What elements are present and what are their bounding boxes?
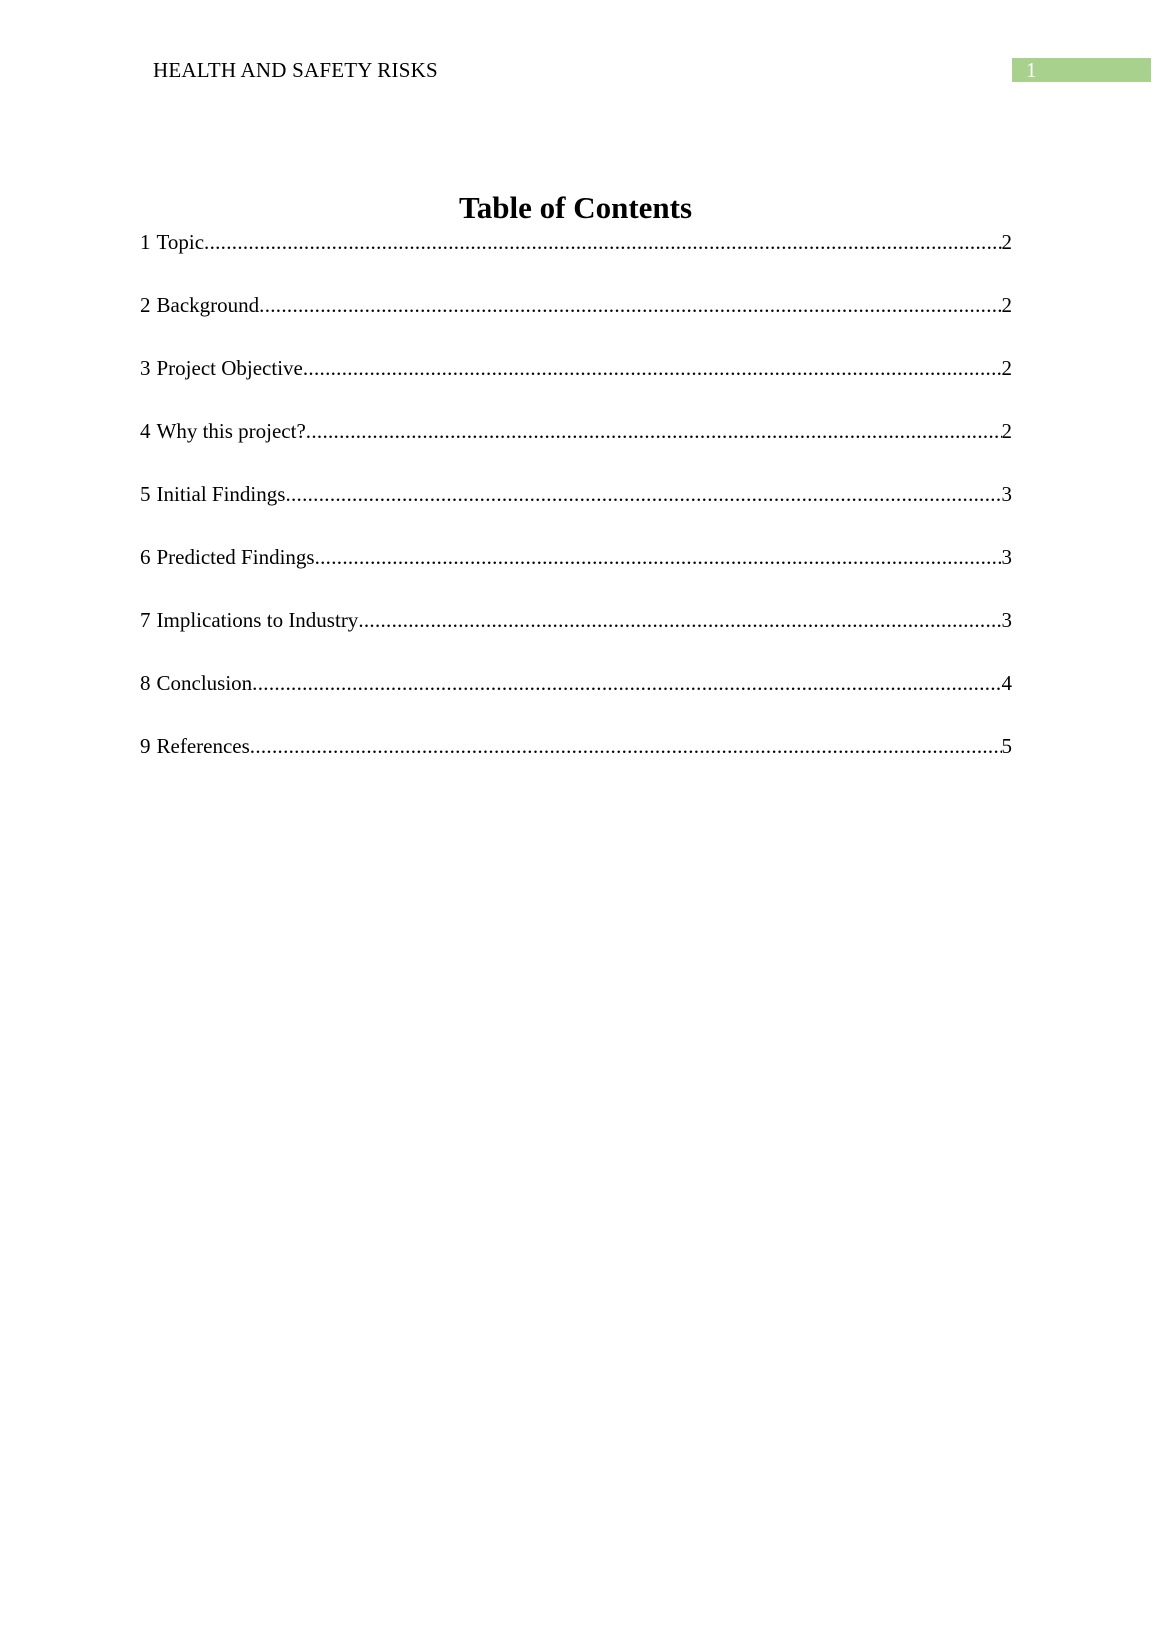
toc-entry-page: 4 <box>1001 671 1012 695</box>
toc-entry-page: 2 <box>1001 293 1012 317</box>
toc-entry-number: 5 <box>140 482 151 506</box>
toc-entry-number: 8 <box>140 671 151 695</box>
toc-list <box>140 227 1012 794</box>
toc-entry-number: 1 <box>140 230 151 254</box>
running-header-title: HEALTH AND SAFETY RISKS <box>153 58 438 82</box>
toc-entry-label: Conclusion <box>156 671 253 695</box>
toc-entry-number: 9 <box>140 734 151 758</box>
toc-entry-page: 2 <box>1001 419 1012 443</box>
toc-entry-number: 3 <box>140 356 151 380</box>
toc-entry-topic[interactable] <box>140 227 1012 257</box>
toc-entry-implications-to-industry[interactable] <box>140 605 1012 635</box>
toc-entry-page: 5 <box>1001 734 1012 758</box>
toc-entry-why-this-project[interactable] <box>140 416 1012 446</box>
toc-entry-label: Topic <box>156 230 205 254</box>
toc-title: Table of Contents <box>458 190 693 225</box>
toc-entry-predicted-findings[interactable] <box>140 542 1012 572</box>
toc-entry-label: Project Objective <box>156 356 303 380</box>
page-number-box <box>1012 58 1151 82</box>
toc-entry-label: Background <box>156 293 260 317</box>
toc-entry-page: 3 <box>1001 608 1012 632</box>
toc-entry-number: 2 <box>140 293 151 317</box>
toc-dot-leader <box>315 542 1002 572</box>
toc-entry-number: 7 <box>140 608 151 632</box>
toc-dot-leader <box>358 605 1001 635</box>
toc-entry-project-objective[interactable] <box>140 353 1012 383</box>
toc-dot-leader <box>204 227 1001 257</box>
toc-entry-label: Predicted Findings <box>156 545 315 569</box>
toc-entry-page: 3 <box>1001 482 1012 506</box>
toc-dot-leader <box>285 479 1001 509</box>
toc-entry-label: Initial Findings <box>156 482 286 506</box>
toc-dot-leader <box>259 290 1001 320</box>
toc-entry-page: 2 <box>1001 356 1012 380</box>
toc-entry-background[interactable] <box>140 290 1012 320</box>
toc-entry-conclusion[interactable] <box>140 668 1012 698</box>
toc-dot-leader <box>250 731 1002 761</box>
toc-entry-label: References <box>156 734 250 758</box>
toc-entry-label: Implications to Industry <box>156 608 359 632</box>
toc-entry-references[interactable] <box>140 731 1012 761</box>
toc-entry-initial-findings[interactable] <box>140 479 1012 509</box>
toc-entry-number: 4 <box>140 419 151 443</box>
toc-entry-label: Why this project? <box>156 419 306 443</box>
toc-entry-number: 6 <box>140 545 151 569</box>
toc-dot-leader <box>252 668 1001 698</box>
page-number: 1 <box>1026 58 1037 82</box>
toc-entry-page: 3 <box>1001 545 1012 569</box>
toc-entry-page: 2 <box>1001 230 1012 254</box>
toc-dot-leader <box>303 353 1002 383</box>
toc-dot-leader <box>306 416 1002 446</box>
